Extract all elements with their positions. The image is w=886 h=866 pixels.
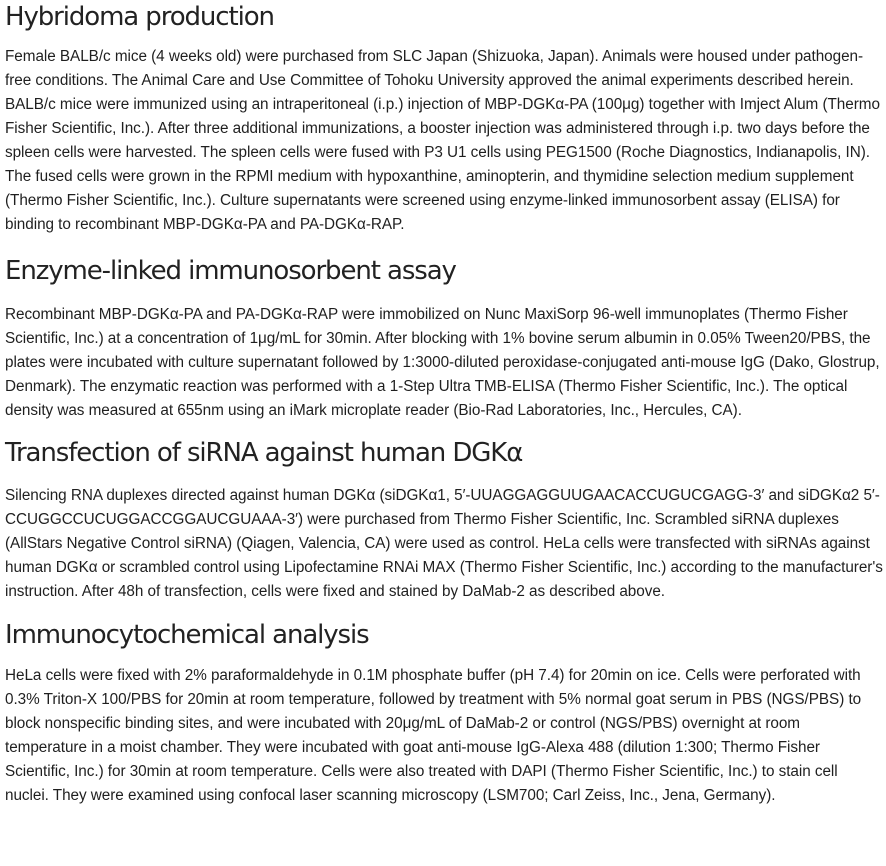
section-paragraph-immunocytochemical-analysis: HeLa cells were fixed with 2% paraformaldehyde in 0.1M phosphate buffer (pH 7.4) for 20min on ice. Cells were perforated with 0.3% Triton-X 100/PBS for 20min at room temperature, followed by treatment with 5% normal goat serum in PBS (NGS/PBS) to block nonspecific binding sites, and were incubated with 20μg/mL of DaMab-2 or control (NGS/PBS) overnight at room temperature in a moist chamber. They were incubated with goat anti-mouse IgG-Alexa 488 (dilution 1:300; Thermo Fisher Scientific, Inc.) for 30min at room temperature. Cells were also treated with DAPI (Thermo Fisher Scientific, Inc.) to stain cell nuclei. They were examined using confocal laser scanning microscopy (LSM700; Carl Zeiss, Inc., Jena, Germany).	[5, 667, 862, 804]
section-paragraph-sirna-transfection: Silencing RNA duplexes directed against human DGKα (siDGKα1, 5′-UUAGGAGGUUGAACACCUGUCGAGG-3′ and siDGKα2 5′-CCUGGCCUCUGGACCGGAUCGUAAA-3′) were purchased from Thermo Fisher Scientific, Inc. Scrambled siRNA duplexes (AllStars Negative Control siRNA) (Qiagen, Valencia, CA) were used as control. HeLa cells were transfected with siRNAs against human DGKα or scrambled control using Lipofectamine RNAi MAX (Thermo Fisher Scientific, Inc.) according to the manufacturer's instruction. After 48h of transfection, cells were fixed and stained by DaMab-2 as described above.	[5, 487, 883, 600]
section-paragraph-hybridoma-production: Female BALB/c mice (4 weeks old) were purchased from SLC Japan (Shizuoka, Japan). Animals were housed under pathogen-free conditions. The Animal Care and Use Committee of Tohoku University approved the animal experiments described herein. BALB/c mice were immunized using an intraperitoneal (i.p.) injection of MBP-DGKα-PA (100μg) together with Imject Alum (Thermo Fisher Scientific, Inc.). After three additional immunizations, a booster injection was administered through i.p. two days before the spleen cells were harvested. The spleen cells were fused with P3 U1 cells using PEG1500 (Roche Diagnostics, Indianapolis, IN). The fused cells were grown in the RPMI medium with hypoxanthine, aminopterin, and thymidine selection medium supplement (Thermo Fisher Scientific, Inc.). Culture supernatants were screened using enzyme-linked immunosorbent assay (ELISA) for binding to recombinant MBP-DGKα-PA and PA-DGKα-RAP.	[5, 48, 880, 233]
section-heading-elisa: Enzyme-linked immunosorbent assay	[5, 256, 456, 286]
article-content	[5, 0, 883, 866]
section-heading-immunocytochemical-analysis: Immunocytochemical analysis	[5, 620, 369, 650]
section-heading-hybridoma-production: Hybridoma production	[5, 2, 274, 32]
section-heading-sirna-transfection: Transfection of siRNA against human DGKα	[5, 438, 523, 468]
section-paragraph-elisa: Recombinant MBP-DGKα-PA and PA-DGKα-RAP were immobilized on Nunc MaxiSorp 96-well immunoplates (Thermo Fisher Scientific, Inc.) at a concentration of 1μg/mL for 30min. After blocking with 1% bovine serum albumin in 0.05% Tween20/PBS, the plates were incubated with culture supernatant followed by 1:3000-diluted peroxidase-conjugated anti-mouse IgG (Dako, Glostrup, Denmark). The enzymatic reaction was performed with a 1-Step Ultra TMB-ELISA (Thermo Fisher Scientific, Inc.). The optical density was measured at 655nm using an iMark microplate reader (Bio-Rad Laboratories, Inc., Hercules, CA).	[5, 306, 880, 419]
